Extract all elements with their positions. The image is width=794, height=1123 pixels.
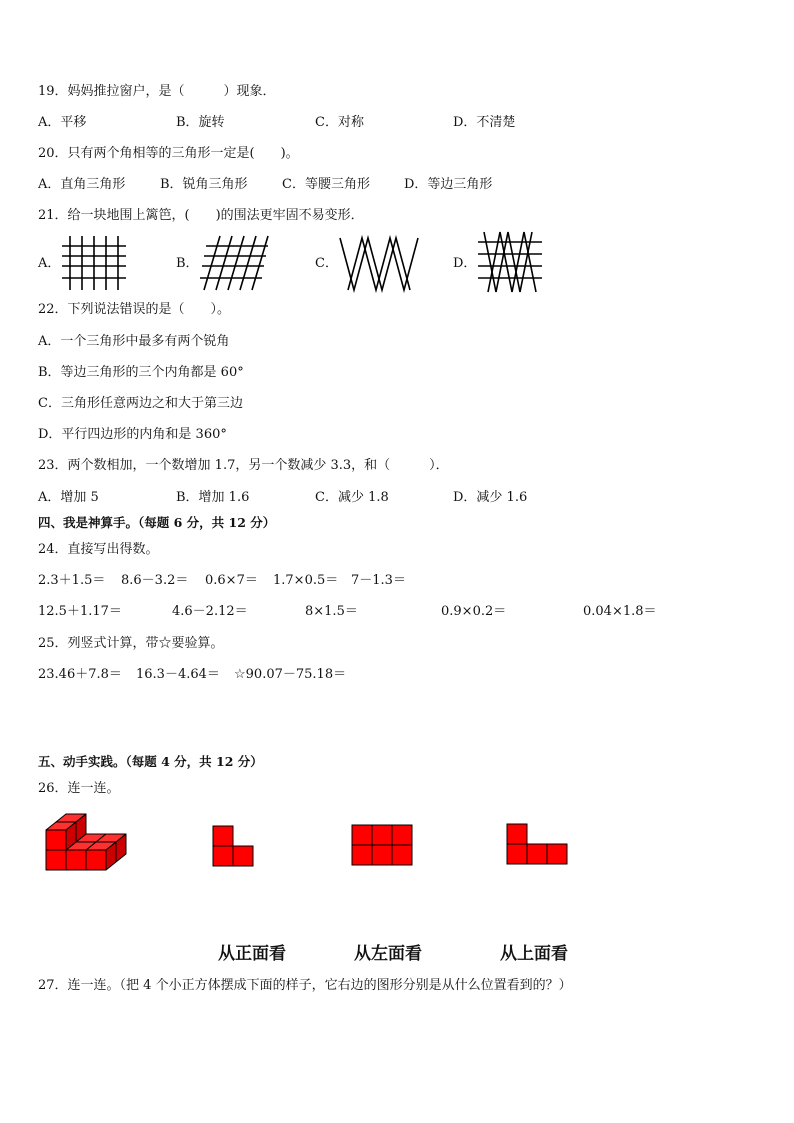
- q21-option-d[interactable]: D．: [453, 256, 477, 271]
- q20-option-c[interactable]: C．等腰三角形: [282, 177, 370, 192]
- q27-stem: 27．连一连。（把 4 个小正方体摆成下面的样子，它右边的图形分别是从什么位置看到的？）: [38, 978, 572, 993]
- q20-option-d[interactable]: D．等边三角形: [404, 177, 493, 192]
- q24-stem: 24．直接写出得数。: [38, 542, 159, 557]
- q26-stem: 26．连一连。: [38, 781, 120, 796]
- q21-figure-a-square-grid[interactable]: [60, 234, 128, 292]
- q26-view-figure-l-shape[interactable]: [212, 825, 256, 867]
- q23-option-b[interactable]: B．增加 1.6: [176, 490, 250, 505]
- q22-option-a[interactable]: A．一个三角形中最多有两个锐角: [38, 334, 230, 349]
- q25-item: 16.3－4.64＝: [136, 667, 220, 682]
- q24-item: 0.9×0.2＝: [441, 604, 507, 619]
- q23-option-a[interactable]: A．增加 5: [38, 490, 99, 505]
- q21-option-c[interactable]: C．: [315, 256, 338, 271]
- q26-view-label-front[interactable]: 从正面看: [218, 944, 286, 964]
- q24-item: 0.04×1.8＝: [583, 604, 657, 619]
- q21-option-a[interactable]: A．: [38, 256, 61, 271]
- q26-view-figure-3x2-block[interactable]: [351, 824, 413, 866]
- section5-heading: 五、动手实践。（每题 4 分，共 12 分）: [38, 754, 263, 769]
- q22-option-b[interactable]: B．等边三角形的三个内角都是 60°: [38, 365, 244, 380]
- q25-item: 23.46＋7.8＝: [38, 667, 122, 682]
- q19-option-d[interactable]: D．不清楚: [453, 115, 516, 130]
- q19-option-c[interactable]: C．对称: [315, 115, 364, 130]
- q24-item: 12.5＋1.17＝: [38, 604, 122, 619]
- q20-option-b[interactable]: B．锐角三角形: [160, 177, 248, 192]
- q24-item: 7－1.3＝: [351, 573, 406, 588]
- q23-option-d[interactable]: D．减少 1.6: [453, 490, 528, 505]
- q19-stem: 19．妈妈推拉窗户，是（ ）现象．: [38, 84, 276, 99]
- q26-view-label-top[interactable]: 从上面看: [500, 944, 568, 964]
- q24-item: 4.6－2.12＝: [172, 604, 248, 619]
- q22-option-d[interactable]: D．平行四边形的内角和是 360°: [38, 427, 227, 442]
- q24-item: 8×1.5＝: [305, 604, 358, 619]
- q25-stem: 25．列竖式计算，带☆要验算。: [38, 636, 224, 651]
- q26-view-figure-step-shape[interactable]: [506, 823, 568, 865]
- q25-item: ☆90.07－75.18＝: [234, 667, 347, 682]
- q21-figure-b-slanted-grid[interactable]: [198, 234, 270, 292]
- q24-item: 0.6×7＝: [205, 573, 258, 588]
- q24-item: 2.3＋1.5＝: [38, 573, 106, 588]
- q19-option-b[interactable]: B．旋转: [176, 115, 225, 130]
- q20-stem: 20．只有两个角相等的三角形一定是( )。: [38, 146, 299, 161]
- q20-option-a[interactable]: A．直角三角形: [38, 177, 126, 192]
- section4-heading: 四、我是神算手。（每题 6 分，共 12 分）: [38, 515, 276, 530]
- q21-figure-c-zigzag[interactable]: [338, 234, 420, 292]
- q22-option-c[interactable]: C．三角形任意两边之和大于第三边: [38, 396, 243, 411]
- q23-option-c[interactable]: C．减少 1.8: [315, 490, 389, 505]
- q21-option-b[interactable]: B．: [176, 256, 199, 271]
- q24-item: 1.7×0.5＝: [273, 573, 339, 588]
- q26-view-label-left[interactable]: 从左面看: [354, 944, 422, 964]
- q21-stem: 21．给一块地围上篱笆，( )的围法更牢固不易变形．: [38, 208, 364, 223]
- q23-stem: 23．两个数相加，一个数增加 1.7，另一个数减少 3.3，和（ ）．: [38, 458, 449, 473]
- q19-option-a[interactable]: A．平移: [38, 115, 87, 130]
- q24-item: 8.6－3.2＝: [121, 573, 189, 588]
- q21-figure-d-crossed-grid[interactable]: [476, 230, 544, 294]
- q22-stem: 22．下列说法错误的是（ ）。: [38, 302, 231, 317]
- q26-cube-stack-figure: [44, 814, 128, 874]
